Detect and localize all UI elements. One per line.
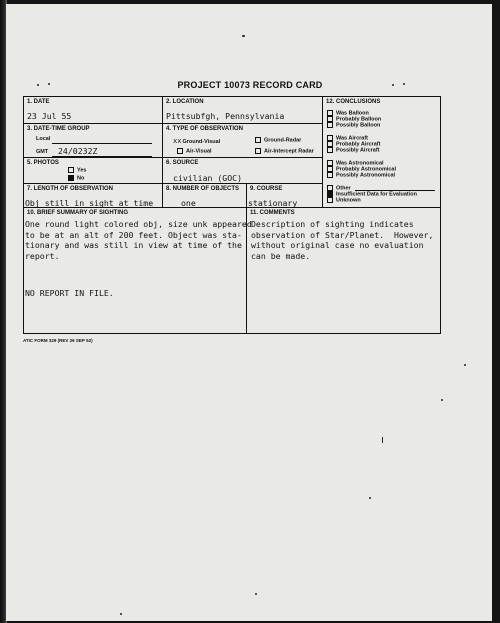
conclusions-cell [322,97,441,207]
record-card-form [23,96,441,334]
checkbox-icon [255,148,261,154]
air-intercept-option [255,148,314,154]
ground-radar-option [255,137,301,143]
air-visual-text: Air-Visual [186,148,212,155]
ground-radar-text: Ground-Radar [264,137,302,144]
summary-label: 10. BRIEF SUMMARY OF SIGHTING [27,210,129,216]
checked-checkbox-icon [68,175,74,181]
scan-speck [242,35,245,37]
conclusion-text: Was Balloon [336,110,369,117]
photos-no-text: No [77,175,85,182]
photos-cell [24,157,162,183]
conclusion-text: Other [336,185,351,192]
source-value: civilian (GOC) [173,173,243,183]
dtg-gmt-value: 24/0232Z [58,146,98,156]
course-value: stationary [248,198,298,208]
form-number: ATIC FORM 329 (REV 26 SEP 52) [23,338,93,343]
location-value: Pittsubfgh, Pennsylvania [166,111,285,121]
source-label: 6. SOURCE [166,160,199,166]
summary-text: One round light colored obj, size unk appeared to be at an alt of 200 feet. Object was sta- tionary and was still in view at time of the report. [25,219,252,261]
conclusion-text: Was Aircraft [336,135,368,142]
checkbox-icon [327,122,333,128]
ground-visual-text: Ground-Visual [182,139,221,145]
air-intercept-text: Air-Intercept Radar [264,148,314,155]
dtg-label: 3. DATE-TIME GROUP [27,126,90,132]
checkbox-icon [327,172,333,178]
conclusion-text: Possibly Astronomical [336,172,396,179]
conclusion-text: Probably Aircraft [336,141,381,148]
air-visual-option [177,148,212,154]
location-cell [162,97,322,123]
dtg-cell [24,123,162,157]
conclusion-item [327,172,395,178]
conclusion-text: Probably Balloon [336,116,382,123]
photos-no-option [68,175,84,181]
source-cell [162,157,322,183]
num-objects-label: 8. NUMBER OF OBJECTS [166,186,240,192]
length-cell [24,183,162,207]
ground-visual-mark: xx [173,137,182,145]
card-title: PROJECT 10073 RECORD CARD [177,80,323,90]
date-cell [24,97,162,123]
type-obs-label: 4. TYPE OF OBSERVATION [166,126,244,132]
conclusion-text: Was Astronomical [336,160,384,167]
scan-speck [382,437,383,443]
checkbox-icon [68,167,74,173]
course-cell [246,183,322,207]
type-obs-cell [162,123,322,157]
summary-cell [24,207,252,333]
comments-cell [246,207,441,333]
checkbox-icon [327,147,333,153]
num-objects-value: one [181,198,196,208]
dtg-local-line [52,143,152,144]
conclusion-text: Probably Astronomical [336,166,397,173]
scan-speck [441,399,443,401]
date-value: 23 Jul 55 [27,111,72,121]
conclusion-text: Possibly Balloon [336,122,381,129]
comments-label: 11. COMMENTS [250,210,295,216]
scan-speck [255,593,257,595]
conclusion-item [327,122,380,128]
photos-yes-option [68,167,86,173]
checkbox-icon [177,148,183,154]
conclusions-label: 12. CONCLUSIONS [326,99,381,105]
photos-yes-text: Yes [77,167,87,174]
photos-label: 5. PHOTOS [27,160,59,166]
conclusion-item [327,147,380,153]
dtg-local-label: Local [36,136,51,142]
scan-speck [369,497,371,499]
conclusion-item [327,197,361,203]
num-objects-cell [162,183,246,207]
conclusion-text: Insufficient Data for Evaluation [336,191,417,198]
checkbox-icon [255,137,261,143]
date-label: 1. DATE [27,99,50,105]
length-value: Obj still in sight at time [25,198,154,208]
length-label: 7. LENGTH OF OBSERVATION [27,186,114,192]
conclusion-text: Possibly Aircraft [336,147,380,154]
checkbox-icon [327,197,333,203]
comments-text: Description of sighting indicates observation of Star/Planet. However, without original case no evaluation can be made. [251,219,434,261]
scan-speck [464,364,466,366]
course-label: 9. COURSE [250,186,283,192]
conclusion-text: Unknown [336,197,361,204]
location-label: 2. LOCATION [166,99,204,105]
ground-visual-option [173,137,220,145]
summary-note: NO REPORT IN FILE. [25,288,114,298]
dtg-gmt-label: GMT [36,149,49,155]
scan-speck [120,613,122,615]
